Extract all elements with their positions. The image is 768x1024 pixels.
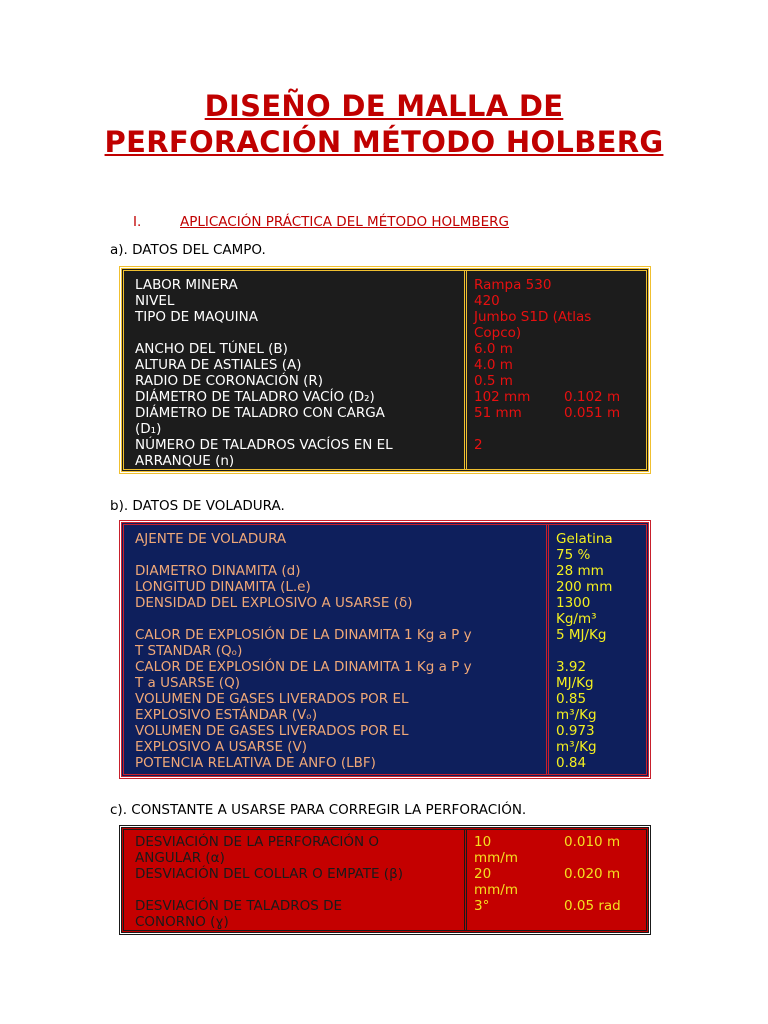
row-value: 0.84 [556,755,587,771]
row-label: DESVIACIÓN DE LA PERFORACIÓN O ANGULAR (α) [135,834,380,866]
row-value: 0.973 m³/Kg [556,723,597,755]
row-label: CALOR DE EXPLOSIÓN DE LA DINAMITA 1 Kg a P y T STANDAR (Qₒ) [135,627,472,659]
row-value: 420 [474,293,500,309]
row-value: 5 MJ/Kg [556,627,607,643]
row-value: 6.0 m [474,341,513,357]
row-label: CALOR DE EXPLOSIÓN DE LA DINAMITA 1 Kg a P y T a USARSE (Q) [135,659,472,691]
row-label: DESVIACIÓN DEL COLLAR O EMPATE (β) [135,866,403,882]
row-label: NIVEL [135,293,175,309]
section-number: I. [133,214,142,230]
row-value-converted: 0.010 m [564,834,621,850]
blasting-data-table [121,522,649,777]
row-value: 20 mm/m [474,866,519,898]
row-label: DENSIDAD DEL EXPLOSIVO A USARSE (δ) [135,595,413,611]
row-value: 2 [474,437,483,453]
row-label: DIÁMETRO DE TALADRO CON CARGA (D₁) [135,405,385,437]
row-value: 3° [474,898,490,914]
deviation-constants-table [121,827,649,933]
subheading-a: a). DATOS DEL CAMPO. [110,242,266,258]
row-label: ANCHO DEL TÚNEL (B) [135,341,288,357]
row-value: 10 mm/m [474,834,519,866]
column-separator [464,271,467,469]
row-label: TIPO DE MAQUINA [135,309,258,325]
row-label: VOLUMEN DE GASES LIVERADOS POR EL EXPLOSIVO ESTÁNDAR (Vₒ) [135,691,409,723]
row-value: 200 mm [556,579,613,595]
subheading-b: b). DATOS DE VOLADURA. [110,498,285,514]
row-label: LONGITUD DINAMITA (L.e) [135,579,311,595]
document-title [0,88,768,160]
row-label: DESVIACIÓN DE TALADROS DE CONORNO (ɣ) [135,898,343,930]
row-label: POTENCIA RELATIVA DE ANFO (LBF) [135,755,376,771]
row-value: 102 mm [474,389,531,405]
column-separator [546,525,549,774]
row-value: 0.5 m [474,373,513,389]
subheading-c: c). CONSTANTE A USARSE PARA CORREGIR LA PERFORACIÓN. [110,802,527,818]
row-value: Jumbo S1D (Atlas Copco) [474,309,592,341]
row-label: DIÁMETRO DE TALADRO VACÍO (D₂) [135,389,375,405]
row-value: 1300 Kg/m³ [556,595,597,627]
section-heading-text: APLICACIÓN PRÁCTICA DEL MÉTODO HOLMBERG [180,214,509,230]
row-value: Gelatina 75 % [556,531,613,563]
row-label: RADIO DE CORONACIÓN (R) [135,373,324,389]
row-label: ALTURA DE ASTIALES (A) [135,357,302,373]
section-heading [133,214,509,230]
row-value: 51 mm [474,405,522,421]
title-line-1: DISEÑO DE MALLA DE [204,89,564,123]
row-value: 3.92 MJ/Kg [556,659,594,691]
row-value: 4.0 m [474,357,513,373]
field-data-table [121,268,649,472]
row-value: 28 mm [556,563,604,579]
row-label: AJENTE DE VOLADURA [135,531,287,547]
row-value: Rampa 530 [474,277,552,293]
row-value-converted: 0.05 rad [564,898,621,914]
title-line-2: PERFORACIÓN MÉTODO HOLBERG [104,125,664,159]
row-value: 0.85 m³/Kg [556,691,597,723]
row-value-converted: 0.102 m [564,389,621,405]
row-label: NÚMERO DE TALADROS VACÍOS EN EL ARRANQUE (n) [135,437,393,469]
row-label: LABOR MINERA [135,277,238,293]
row-label: VOLUMEN DE GASES LIVERADOS POR EL EXPLOSIVO A USARSE (V) [135,723,409,755]
row-label: DIAMETRO DINAMITA (d) [135,563,301,579]
row-value-converted: 0.020 m [564,866,621,882]
row-value-converted: 0.051 m [564,405,621,421]
column-separator [464,830,467,930]
